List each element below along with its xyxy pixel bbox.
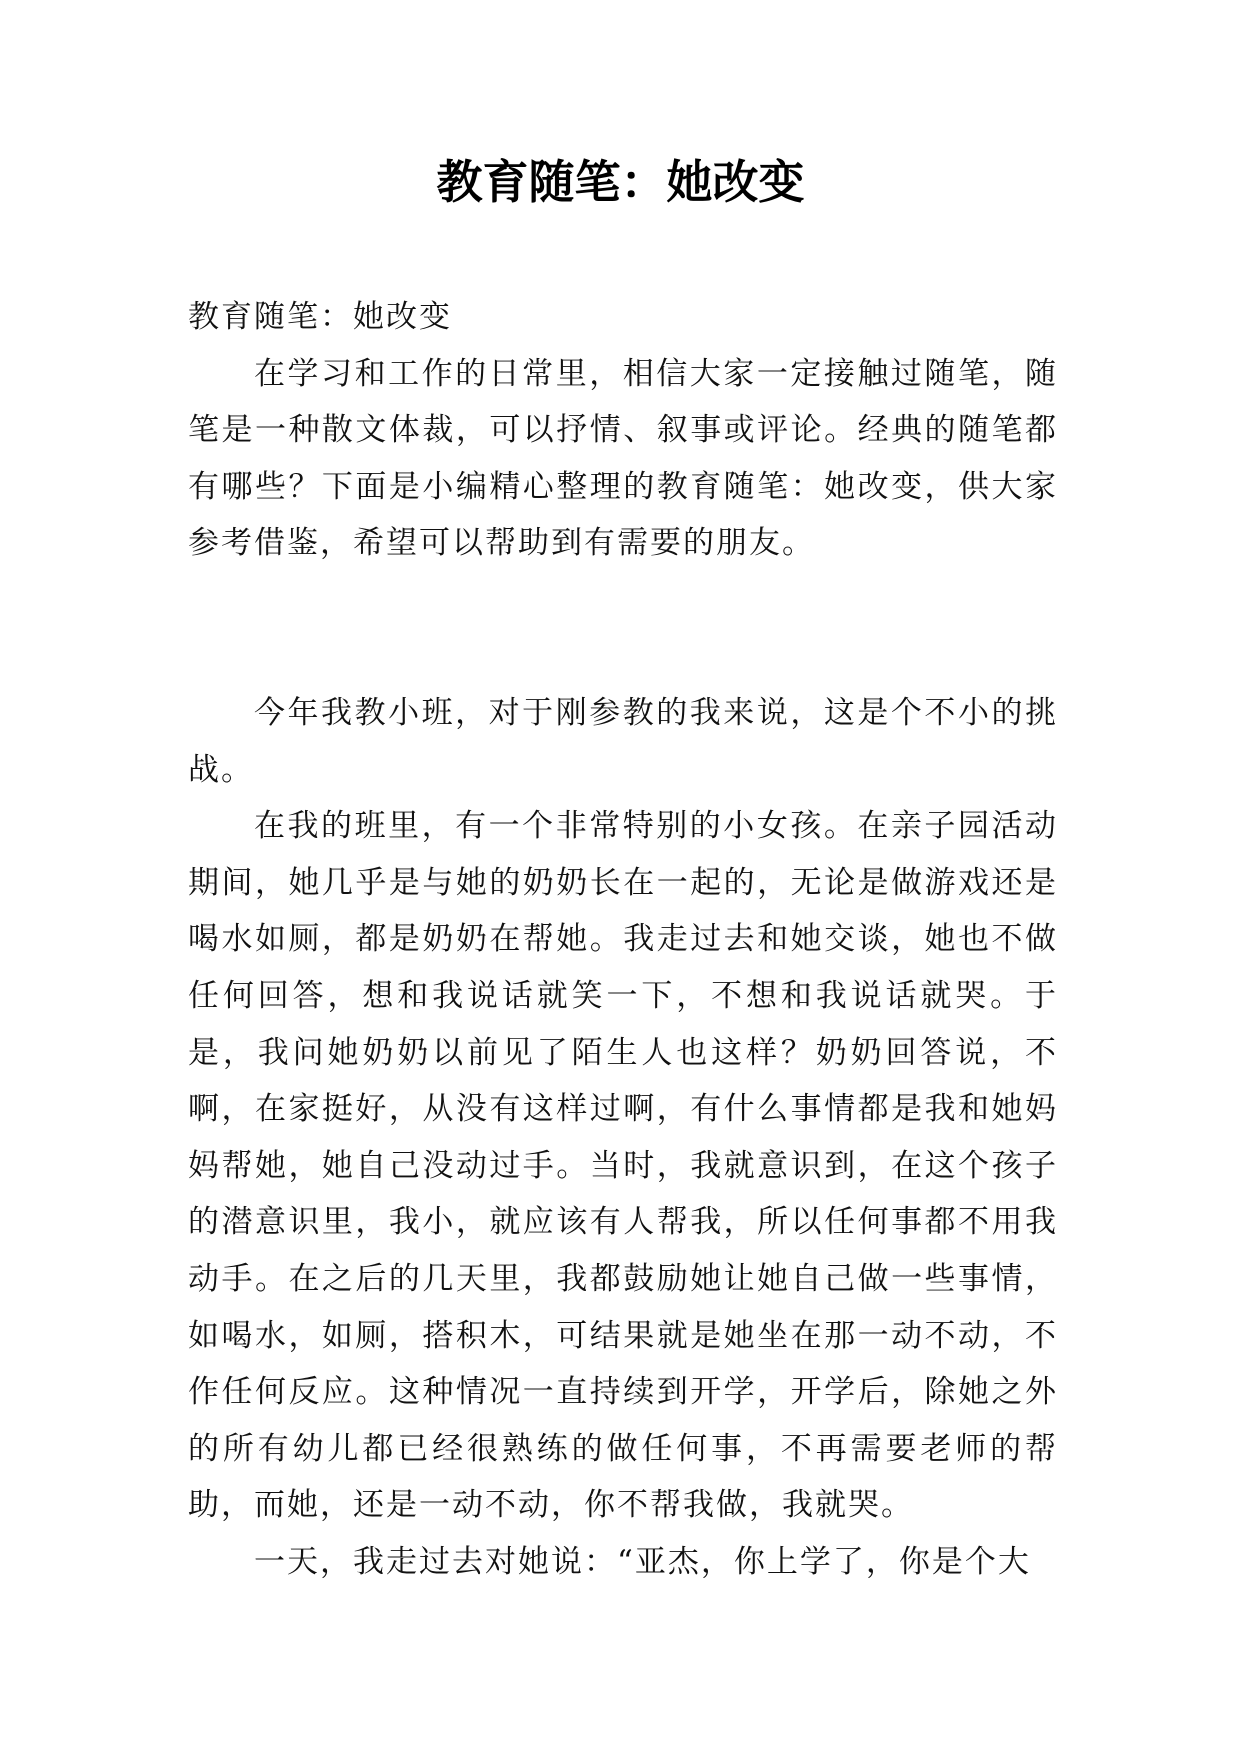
- document-title: 教育随笔：她改变: [436, 155, 805, 209]
- paragraph-gap: [188, 572, 1058, 685]
- paragraph: 今年我教小班，对于刚参教的我来说，这是个不小的挑战。: [188, 694, 1058, 788]
- document-subtitle: 教育随笔：她改变: [188, 299, 452, 335]
- paragraph-intro: 在学习和工作的日常里，相信大家一定接触过随笔，随笔是一种散文体裁，可以抒情、叙事或评论。经典的随笔都有哪些？下面是小编精心整理的教育随笔：她改变，供大家参考借鉴，希望可以帮助到有需要的朋友。: [188, 355, 1058, 562]
- document-body: [188, 289, 1058, 1590]
- paragraph: 在我的班里，有一个非常特别的小女孩。在亲子园活动期间，她几乎是与她的奶奶长在一起的，无论是做游戏还是喝水如厕，都是奶奶在帮她。我走过去和她交谈，她也不做任何回答，想和我说话就笑一下，不想和我说话就哭。于是，我问她奶奶以前见了陌生人也这样？奶奶回答说，不啊，在家挺好，从没有这样过啊，有什么事情都是我和她妈妈帮她，她自己没动过手。当时，我就意识到，在这个孩子的潜意识里，我小，就应该有人帮我，所以任何事都不用我动手。在之后的几天里，我都鼓励她让她自己做一些事情，如喝水，如厕，搭积木，可结果就是她坐在那一动不动，不作任何反应。这种情况一直持续到开学，开学后，除她之外的所有幼儿都已经很熟练的做任何事，不再需要老师的帮助，而她，还是一动不动，你不帮我做，我就哭。: [188, 808, 1058, 1524]
- paragraph: 一天，我走过去对她说：“亚杰，你上学了，你是个大: [254, 1543, 1031, 1580]
